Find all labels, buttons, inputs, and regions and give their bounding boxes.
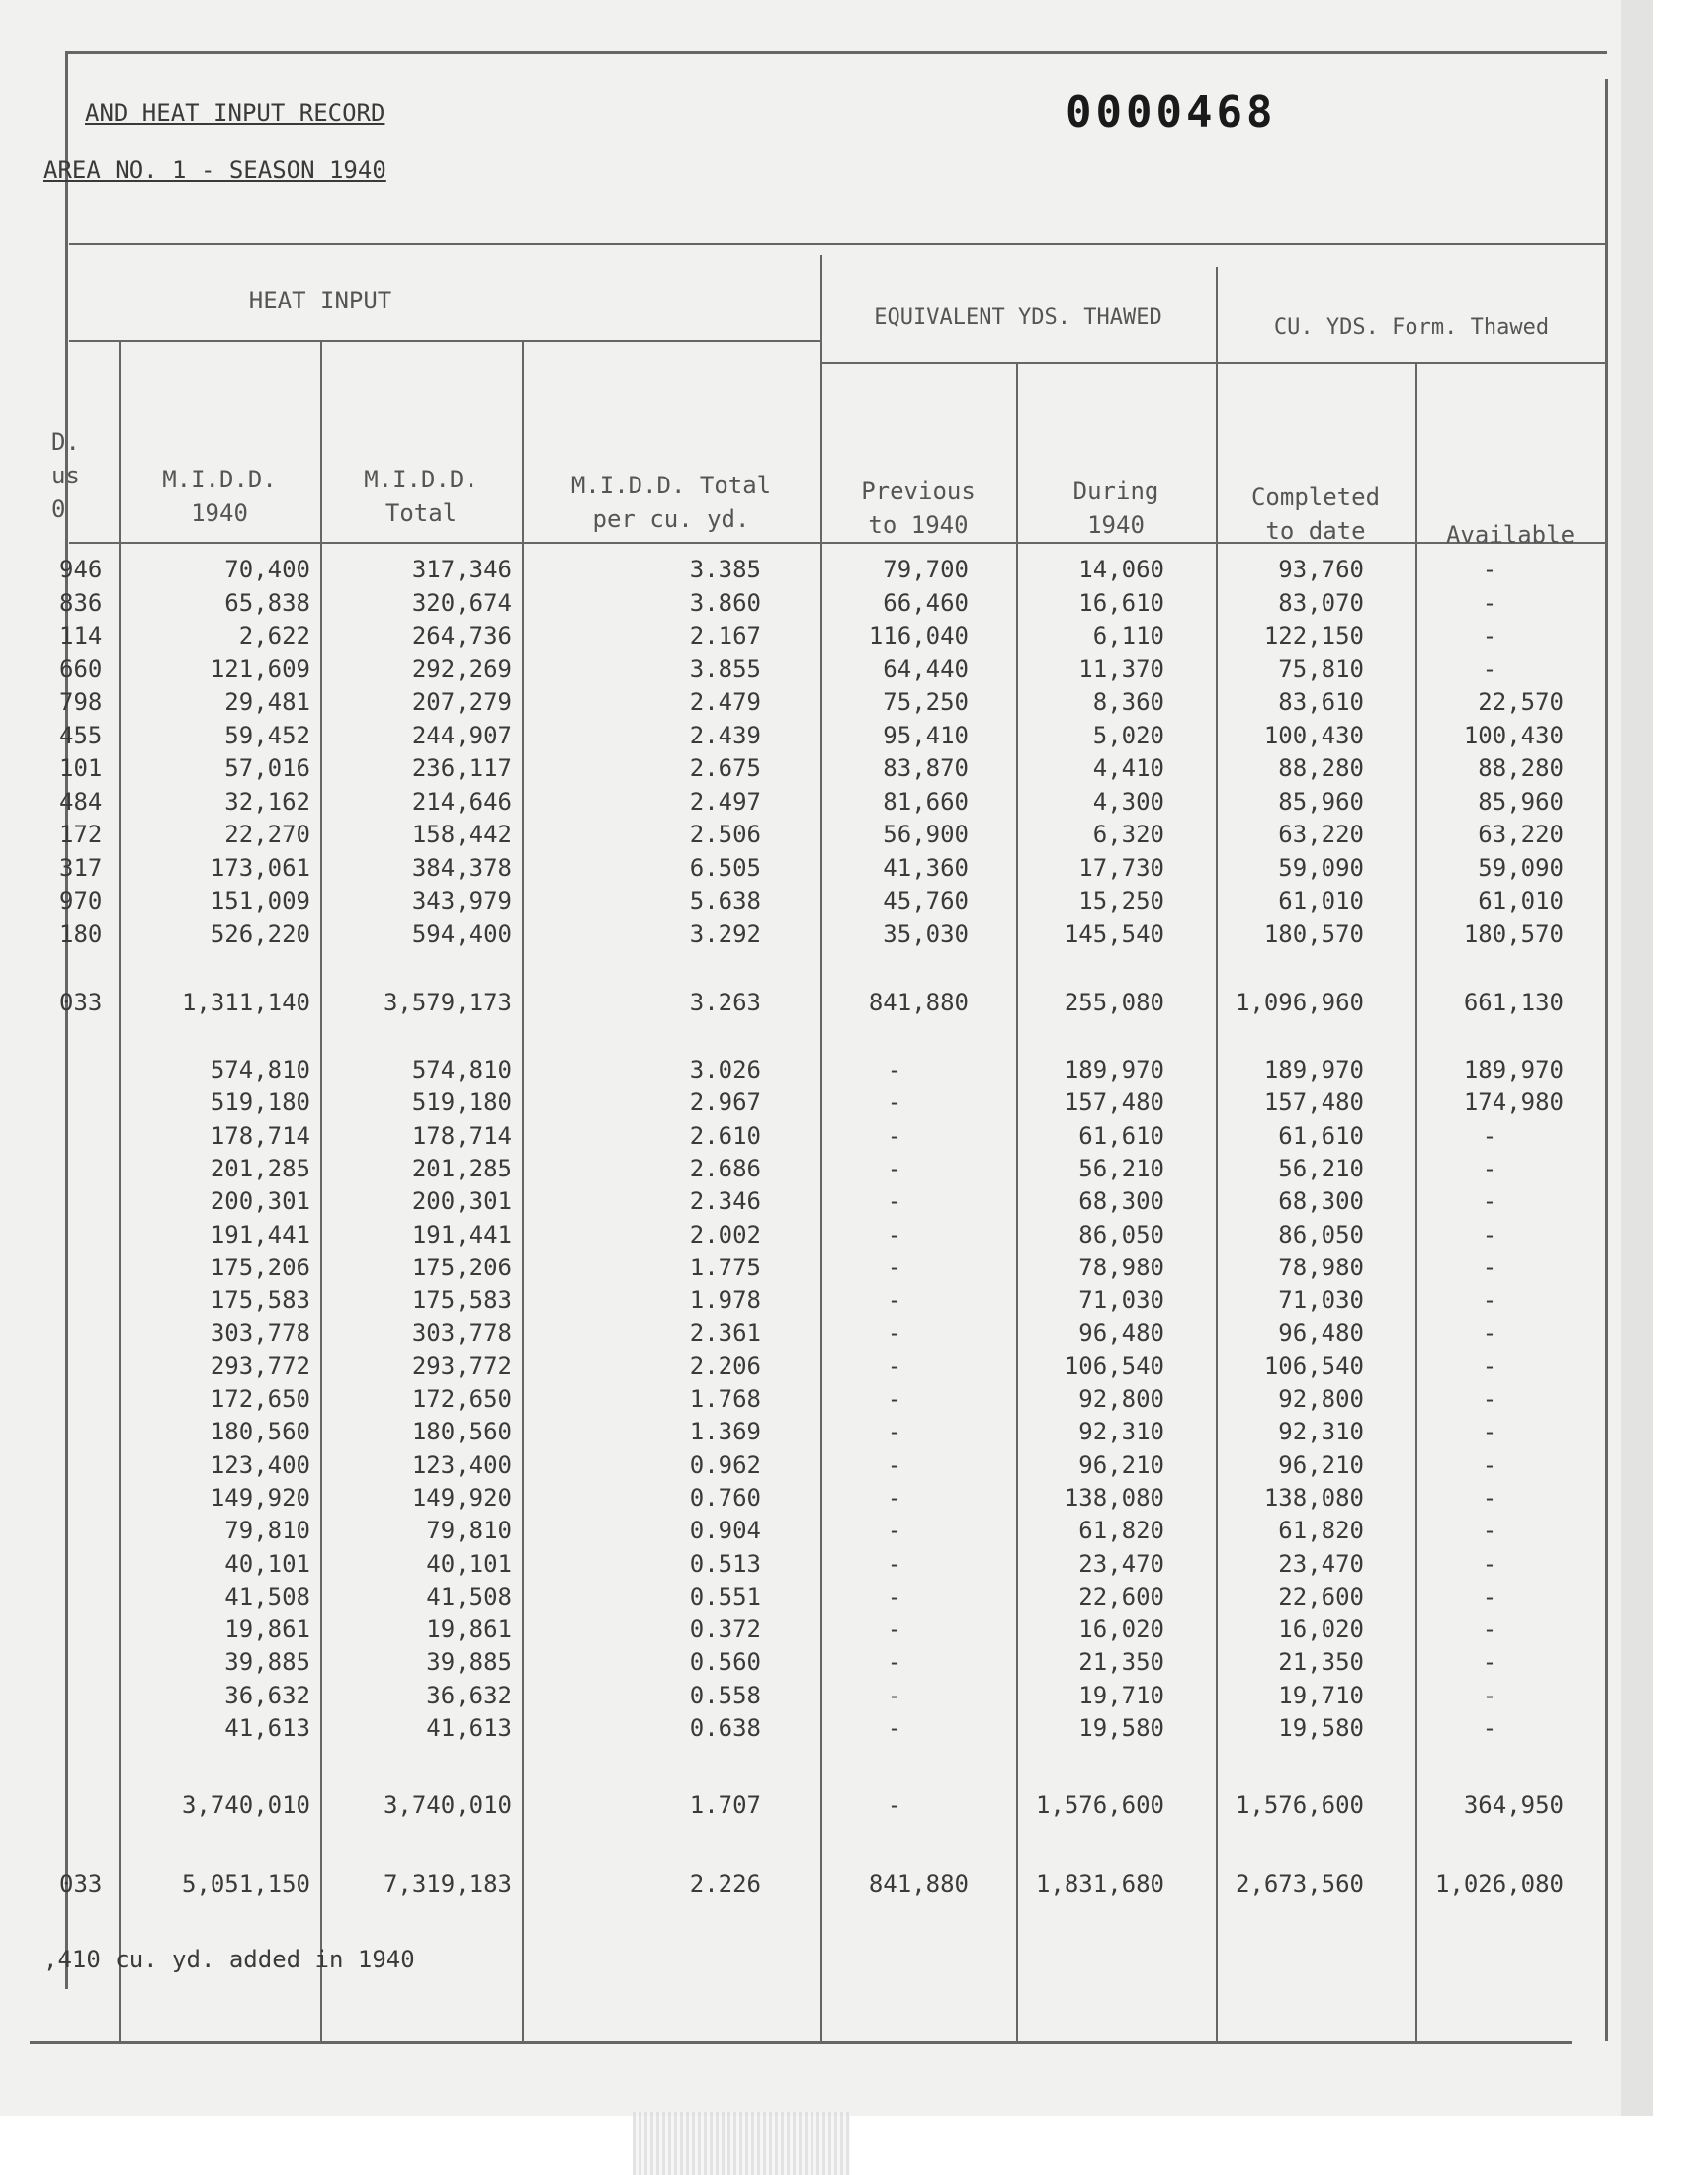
table-row-cell: 2.506 bbox=[689, 821, 761, 848]
table-row-cell: 149,920 bbox=[210, 1483, 310, 1512]
table-row-cell: 175,206 bbox=[210, 1253, 310, 1281]
table-row-cell: 85,960 bbox=[1278, 787, 1364, 816]
table-row-cell: 70,400 bbox=[224, 556, 310, 583]
table-row-cell: 96,480 bbox=[1078, 1319, 1164, 1348]
table-row-cell: 8,360 bbox=[1092, 688, 1164, 716]
table-row-cell: 798 bbox=[59, 688, 103, 716]
table-row-cell: 92,800 bbox=[1278, 1385, 1364, 1413]
table-row-cell: 40,101 bbox=[224, 1549, 310, 1578]
table-row-cell: 2.686 bbox=[689, 1154, 761, 1182]
table-row-cell: 172,650 bbox=[210, 1385, 310, 1413]
grand-total-row-cell: 5,051,150 bbox=[181, 1870, 310, 1898]
grand-total-row-cell: 7,319,183 bbox=[383, 1870, 512, 1898]
table-row-cell: 180,560 bbox=[210, 1418, 310, 1446]
grand-total-row-cell: 1,831,680 bbox=[1035, 1870, 1164, 1898]
table-row-cell: 946 bbox=[59, 556, 103, 583]
header-group-rule-right bbox=[820, 362, 1605, 364]
subtotal-row-cell: 3,579,173 bbox=[383, 989, 512, 1016]
table-row-cell: 0.513 bbox=[689, 1549, 761, 1578]
table-row-cell: - bbox=[887, 1056, 902, 1084]
table-row-cell: 75,810 bbox=[1278, 654, 1364, 683]
column-header-c3: M.I.D.D. Total per cu. yd. bbox=[570, 472, 772, 533]
table-row-cell: - bbox=[887, 1418, 902, 1446]
frame-left-line bbox=[65, 51, 68, 1989]
table-row-cell: 88,280 bbox=[1278, 754, 1364, 782]
table-row-cell: 79,810 bbox=[426, 1517, 512, 1545]
table-row-cell: 106,540 bbox=[1263, 1351, 1364, 1380]
table-row-cell: 2,622 bbox=[238, 622, 310, 650]
table-row-cell: 145,540 bbox=[1064, 919, 1164, 948]
table-row-cell: - bbox=[887, 1615, 902, 1644]
table-row-cell: 484 bbox=[59, 787, 103, 816]
table-row-cell: - bbox=[887, 1319, 902, 1348]
area-season-title: AREA NO. 1 - SEASON 1940 bbox=[43, 156, 386, 184]
table-row-cell: 19,580 bbox=[1278, 1714, 1364, 1742]
table-row-cell: 45,760 bbox=[883, 887, 969, 914]
table-row-cell: 96,210 bbox=[1078, 1450, 1164, 1479]
table-row-cell: 92,310 bbox=[1278, 1418, 1364, 1446]
table-row-cell: 22,600 bbox=[1278, 1582, 1364, 1610]
table-row-cell: 59,452 bbox=[224, 721, 310, 749]
subtotal-row-cell: 3,740,010 bbox=[181, 1791, 310, 1819]
column-header-c4: Previous to 1940 bbox=[861, 478, 976, 539]
table-row-cell: 75,250 bbox=[883, 688, 969, 716]
table-row-cell: 17,730 bbox=[1078, 853, 1164, 882]
table-row-cell: - bbox=[1482, 1385, 1497, 1413]
table-row-cell: 214,646 bbox=[411, 787, 512, 816]
table-row-cell: 123,400 bbox=[210, 1450, 310, 1479]
table-row-cell: 0.962 bbox=[689, 1450, 761, 1479]
table-row-cell: - bbox=[887, 1517, 902, 1545]
grand-total-row-cell: 2.226 bbox=[689, 1870, 761, 1898]
table-row-cell: 574,810 bbox=[210, 1056, 310, 1084]
table-row-cell: 41,613 bbox=[224, 1714, 310, 1742]
group-header-equivalent: EQUIVALENT YDS. THAWED bbox=[874, 305, 1162, 330]
table-row-cell: - bbox=[887, 1121, 902, 1150]
table-row-cell: 201,285 bbox=[411, 1154, 512, 1182]
table-row-cell: 85,960 bbox=[1478, 787, 1564, 816]
table-row-cell: 244,907 bbox=[411, 721, 512, 749]
group-header-heat-input: HEAT INPUT bbox=[248, 287, 392, 314]
table-row-cell: 92,310 bbox=[1078, 1418, 1164, 1446]
table-row-cell: 106,540 bbox=[1064, 1351, 1164, 1380]
table-row-cell: 15,250 bbox=[1078, 887, 1164, 914]
column-header-c0: D. us 0 bbox=[51, 428, 80, 523]
table-row-cell: 59,090 bbox=[1478, 853, 1564, 882]
table-row-cell: 23,470 bbox=[1278, 1549, 1364, 1578]
table-row-cell: - bbox=[1482, 1121, 1497, 1150]
table-row-cell: 78,980 bbox=[1278, 1253, 1364, 1281]
table-row-cell: 149,920 bbox=[411, 1483, 512, 1512]
table-row-cell: 180,570 bbox=[1263, 919, 1364, 948]
table-row-cell: - bbox=[887, 1582, 902, 1610]
table-row-cell: - bbox=[1482, 1615, 1497, 1644]
table-row-cell: - bbox=[887, 1253, 902, 1281]
table-row-cell: 519,180 bbox=[411, 1088, 512, 1117]
table-row-cell: 71,030 bbox=[1078, 1286, 1164, 1315]
table-row-cell: 175,583 bbox=[210, 1286, 310, 1315]
table-row-cell: 6,110 bbox=[1092, 622, 1164, 650]
table-row-cell: - bbox=[1482, 588, 1497, 617]
group-header-cu-yds: CU. YDS. Form. Thawed bbox=[1273, 315, 1550, 340]
table-row-cell: 78,980 bbox=[1078, 1253, 1164, 1281]
table-row-cell: 175,206 bbox=[411, 1253, 512, 1281]
table-row-cell: 65,838 bbox=[224, 588, 310, 617]
table-row-cell: 151,009 bbox=[210, 887, 310, 914]
frame-bottom-line bbox=[30, 2041, 1572, 2044]
table-row-cell: - bbox=[887, 1648, 902, 1677]
table-row-cell: 23,470 bbox=[1078, 1549, 1164, 1578]
table-row-cell: 71,030 bbox=[1278, 1286, 1364, 1315]
table-row-cell: 0.560 bbox=[689, 1648, 761, 1677]
table-row-cell: 343,979 bbox=[411, 887, 512, 914]
table-row-cell: 6.505 bbox=[689, 853, 761, 882]
table-row-cell: 114 bbox=[59, 622, 103, 650]
table-row-cell: 63,220 bbox=[1278, 821, 1364, 848]
table-row-cell: - bbox=[1482, 1351, 1497, 1380]
table-row-cell: 200,301 bbox=[210, 1187, 310, 1216]
table-row-cell: 100,430 bbox=[1463, 721, 1564, 749]
grand-total-row-cell: 1,026,080 bbox=[1434, 1870, 1564, 1898]
table-row-cell: 63,220 bbox=[1478, 821, 1564, 848]
table-row-cell: 1.978 bbox=[689, 1286, 761, 1315]
table-row-cell: 41,360 bbox=[883, 853, 969, 882]
table-row-cell: 3.385 bbox=[689, 556, 761, 583]
column-header-c6: Completed to date bbox=[1250, 483, 1381, 545]
table-row-cell: 16,020 bbox=[1078, 1615, 1164, 1644]
table-row-cell: 0.904 bbox=[689, 1517, 761, 1545]
table-row-cell: 526,220 bbox=[210, 919, 310, 948]
table-row-cell: 61,610 bbox=[1278, 1121, 1364, 1150]
table-row-cell: 6,320 bbox=[1092, 821, 1164, 848]
table-row-cell: 35,030 bbox=[883, 919, 969, 948]
table-row-cell: 2.967 bbox=[689, 1088, 761, 1117]
subtotal-row-cell: 033 bbox=[59, 989, 103, 1016]
table-row-cell: 317 bbox=[59, 853, 103, 882]
table-row-cell: 4,300 bbox=[1092, 787, 1164, 816]
table-row-cell: - bbox=[1482, 1517, 1497, 1545]
table-row-cell: 56,210 bbox=[1278, 1154, 1364, 1182]
table-row-cell: - bbox=[887, 1220, 902, 1249]
table-row-cell: 57,016 bbox=[224, 754, 310, 782]
table-row-cell: - bbox=[887, 1385, 902, 1413]
table-row-cell: 158,442 bbox=[411, 821, 512, 848]
table-row-cell: 157,480 bbox=[1064, 1088, 1164, 1117]
table-row-cell: - bbox=[887, 1483, 902, 1512]
table-row-cell: 175,583 bbox=[411, 1286, 512, 1315]
subtotal-row-cell: 3.263 bbox=[689, 989, 761, 1016]
table-row-cell: - bbox=[1482, 1483, 1497, 1512]
column-header-c7: Available bbox=[1445, 521, 1576, 549]
table-row-cell: 264,736 bbox=[411, 622, 512, 650]
table-row-cell: 116,040 bbox=[868, 622, 969, 650]
table-row-cell: 2.206 bbox=[689, 1351, 761, 1380]
footnote: ,410 cu. yd. added in 1940 bbox=[43, 1946, 415, 1973]
table-row-cell: 61,610 bbox=[1078, 1121, 1164, 1150]
table-row-cell: 96,480 bbox=[1278, 1319, 1364, 1348]
table-row-cell: 19,861 bbox=[224, 1615, 310, 1644]
subtotal-row-cell: - bbox=[887, 1791, 902, 1819]
table-row-cell: 0.760 bbox=[689, 1483, 761, 1512]
table-row-cell: 29,481 bbox=[224, 688, 310, 716]
table-row-cell: 56,210 bbox=[1078, 1154, 1164, 1182]
table-row-cell: 79,810 bbox=[224, 1517, 310, 1545]
table-row-cell: - bbox=[1482, 1418, 1497, 1446]
table-row-cell: 68,300 bbox=[1278, 1187, 1364, 1216]
table-row-cell: 2.497 bbox=[689, 787, 761, 816]
column-header-c2: M.I.D.D. Total bbox=[364, 466, 478, 527]
frame-right-line bbox=[1605, 79, 1608, 2041]
table-row-cell: 180,560 bbox=[411, 1418, 512, 1446]
subtotal-row-cell: 1.707 bbox=[689, 1791, 761, 1819]
table-row-cell: 3.292 bbox=[689, 919, 761, 948]
table-row-cell: - bbox=[1482, 1187, 1497, 1216]
header-top-rule bbox=[69, 243, 1605, 245]
table-row-cell: 0.372 bbox=[689, 1615, 761, 1644]
table-row-cell: 174,980 bbox=[1463, 1088, 1564, 1117]
table-row-cell: 16,610 bbox=[1078, 588, 1164, 617]
table-row-cell: - bbox=[1482, 1549, 1497, 1578]
table-row-cell: 178,714 bbox=[210, 1121, 310, 1150]
grand-total-row-cell: 841,880 bbox=[868, 1870, 969, 1898]
table-row-cell: 207,279 bbox=[411, 688, 512, 716]
table-row-cell: 41,508 bbox=[224, 1582, 310, 1610]
table-row-cell: - bbox=[1482, 1648, 1497, 1677]
table-row-cell: 95,410 bbox=[883, 721, 969, 749]
table-row-cell: 191,441 bbox=[210, 1220, 310, 1249]
table-row-cell: - bbox=[887, 1187, 902, 1216]
table-row-cell: - bbox=[887, 1286, 902, 1315]
table-row-cell: 200,301 bbox=[411, 1187, 512, 1216]
table-row-cell: - bbox=[887, 1714, 902, 1742]
table-row-cell: 86,050 bbox=[1078, 1220, 1164, 1249]
table-row-cell: 86,050 bbox=[1278, 1220, 1364, 1249]
table-row-cell: 303,778 bbox=[210, 1319, 310, 1348]
table-row-cell: 92,800 bbox=[1078, 1385, 1164, 1413]
table-row-cell: 61,820 bbox=[1278, 1517, 1364, 1545]
table-row-cell: 68,300 bbox=[1078, 1187, 1164, 1216]
table-row-cell: 100,430 bbox=[1263, 721, 1364, 749]
table-row-cell: 39,885 bbox=[426, 1648, 512, 1677]
table-row-cell: 0.638 bbox=[689, 1714, 761, 1742]
table-row-cell: 19,710 bbox=[1278, 1681, 1364, 1709]
table-row-cell: 2.439 bbox=[689, 721, 761, 749]
table-row-cell: 173,061 bbox=[210, 853, 310, 882]
table-row-cell: 19,710 bbox=[1078, 1681, 1164, 1709]
table-row-cell: 93,760 bbox=[1278, 556, 1364, 583]
table-row-cell: 11,370 bbox=[1078, 654, 1164, 683]
table-row-cell: 180,570 bbox=[1463, 919, 1564, 948]
table-row-cell: 157,480 bbox=[1263, 1088, 1364, 1117]
table-row-cell: 14,060 bbox=[1078, 556, 1164, 583]
table-row-cell: - bbox=[1482, 1286, 1497, 1315]
table-row-cell: 138,080 bbox=[1064, 1483, 1164, 1512]
table-row-cell: 201,285 bbox=[210, 1154, 310, 1182]
table-row-cell: 88,280 bbox=[1478, 754, 1564, 782]
table-row-cell: 19,861 bbox=[426, 1615, 512, 1644]
table-row-cell: - bbox=[887, 1088, 902, 1117]
table-row-cell: 123,400 bbox=[411, 1450, 512, 1479]
subtotal-row-cell: 661,130 bbox=[1463, 989, 1564, 1016]
table-row-cell: - bbox=[1482, 1714, 1497, 1742]
table-row-cell: - bbox=[887, 1351, 902, 1380]
subtotal-row-cell: 3,740,010 bbox=[383, 1791, 512, 1819]
page-edge-shadow bbox=[1621, 0, 1653, 2116]
table-row-cell: 56,900 bbox=[883, 821, 969, 848]
table-row-cell: 0.551 bbox=[689, 1582, 761, 1610]
table-row-cell: 2.479 bbox=[689, 688, 761, 716]
table-row-cell: 61,010 bbox=[1278, 887, 1364, 914]
header-group-rule-left bbox=[69, 340, 820, 342]
table-row-cell: 2.361 bbox=[689, 1319, 761, 1348]
table-row-cell: 172,650 bbox=[411, 1385, 512, 1413]
table-row-cell: 4,410 bbox=[1092, 754, 1164, 782]
table-row-cell: 2.346 bbox=[689, 1187, 761, 1216]
table-row-cell: 317,346 bbox=[411, 556, 512, 583]
table-row-cell: 172 bbox=[59, 821, 103, 848]
table-row-cell: 320,674 bbox=[411, 588, 512, 617]
table-row-cell: 189,970 bbox=[1463, 1056, 1564, 1084]
subtotal-row-cell: 1,096,960 bbox=[1235, 989, 1364, 1016]
table-row-cell: 61,820 bbox=[1078, 1517, 1164, 1545]
table-row-cell: 660 bbox=[59, 654, 103, 683]
table-row-cell: 1.775 bbox=[689, 1253, 761, 1281]
table-row-cell: 61,010 bbox=[1478, 887, 1564, 914]
table-row-cell: 83,870 bbox=[883, 754, 969, 782]
table-row-cell: 39,885 bbox=[224, 1648, 310, 1677]
table-row-cell: - bbox=[887, 1549, 902, 1578]
table-row-cell: - bbox=[1482, 556, 1497, 583]
grand-total-row-cell: 033 bbox=[59, 1870, 103, 1898]
table-row-cell: - bbox=[1482, 1319, 1497, 1348]
table-row-cell: 0.558 bbox=[689, 1681, 761, 1709]
subtotal-row-cell: 841,880 bbox=[868, 989, 969, 1016]
table-row-cell: 83,070 bbox=[1278, 588, 1364, 617]
table-row-cell: 64,440 bbox=[883, 654, 969, 683]
subtotal-row-cell: 1,576,600 bbox=[1035, 1791, 1164, 1819]
table-row-cell: 3.855 bbox=[689, 654, 761, 683]
table-row-cell: 5.638 bbox=[689, 887, 761, 914]
table-row-cell: 96,210 bbox=[1278, 1450, 1364, 1479]
table-row-cell: 19,580 bbox=[1078, 1714, 1164, 1742]
table-row-cell: 66,460 bbox=[883, 588, 969, 617]
table-row-cell: 138,080 bbox=[1263, 1483, 1364, 1512]
subtotal-row-cell: 364,950 bbox=[1463, 1791, 1564, 1819]
table-row-cell: 22,600 bbox=[1078, 1582, 1164, 1610]
document-number: 0000468 bbox=[1066, 87, 1277, 137]
grand-total-row-cell: 2,673,560 bbox=[1235, 1870, 1364, 1898]
table-row-cell: 83,610 bbox=[1278, 688, 1364, 716]
table-row-cell: 292,269 bbox=[411, 654, 512, 683]
table-row-cell: 970 bbox=[59, 887, 103, 914]
table-row-cell: 574,810 bbox=[411, 1056, 512, 1084]
table-row-cell: 81,660 bbox=[883, 787, 969, 816]
frame-top-line bbox=[65, 51, 1607, 54]
table-row-cell: 16,020 bbox=[1278, 1615, 1364, 1644]
table-row-cell: 836 bbox=[59, 588, 103, 617]
table-row-cell: - bbox=[1482, 1220, 1497, 1249]
subtotal-row-cell: 1,576,600 bbox=[1235, 1791, 1364, 1819]
table-row-cell: 191,441 bbox=[411, 1220, 512, 1249]
table-row-cell: 59,090 bbox=[1278, 853, 1364, 882]
table-row-cell: - bbox=[1482, 1154, 1497, 1182]
scan-artifact bbox=[633, 2112, 850, 2175]
table-row-cell: 293,772 bbox=[411, 1351, 512, 1380]
table-row-cell: 22,270 bbox=[224, 821, 310, 848]
table-row-cell: 41,508 bbox=[426, 1582, 512, 1610]
table-row-cell: 40,101 bbox=[426, 1549, 512, 1578]
table-row-cell: 189,970 bbox=[1064, 1056, 1164, 1084]
table-row-cell: - bbox=[1482, 1582, 1497, 1610]
table-row-cell: 519,180 bbox=[210, 1088, 310, 1117]
table-row-cell: 21,350 bbox=[1278, 1648, 1364, 1677]
table-row-cell: 594,400 bbox=[411, 919, 512, 948]
table-row-cell: 32,162 bbox=[224, 787, 310, 816]
table-row-cell: 101 bbox=[59, 754, 103, 782]
table-row-cell: 121,609 bbox=[210, 654, 310, 683]
table-row-cell: 1.369 bbox=[689, 1418, 761, 1446]
table-row-cell: - bbox=[1482, 1681, 1497, 1709]
table-row-cell: 2.002 bbox=[689, 1220, 761, 1249]
table-row-cell: 36,632 bbox=[224, 1681, 310, 1709]
column-header-c1: M.I.D.D. 1940 bbox=[162, 466, 277, 527]
table-row-cell: 2.167 bbox=[689, 622, 761, 650]
table-row-cell: 384,378 bbox=[411, 853, 512, 882]
table-row-cell: 5,020 bbox=[1092, 721, 1164, 749]
table-row-cell: 303,778 bbox=[411, 1319, 512, 1348]
table-row-cell: 236,117 bbox=[411, 754, 512, 782]
table-row-cell: 79,700 bbox=[883, 556, 969, 583]
table-row-cell: 21,350 bbox=[1078, 1648, 1164, 1677]
table-row-cell: 122,150 bbox=[1263, 622, 1364, 650]
table-row-cell: - bbox=[887, 1681, 902, 1709]
table-row-cell: 22,570 bbox=[1478, 688, 1564, 716]
table-row-cell: - bbox=[1482, 1253, 1497, 1281]
table-row-cell: - bbox=[1482, 622, 1497, 650]
table-row-cell: 3.026 bbox=[689, 1056, 761, 1084]
table-row-cell: 180 bbox=[59, 919, 103, 948]
column-header-c5: During 1940 bbox=[1072, 478, 1159, 539]
table-row-cell: 36,632 bbox=[426, 1681, 512, 1709]
table-row-cell: 3.860 bbox=[689, 588, 761, 617]
table-row-cell: 293,772 bbox=[210, 1351, 310, 1380]
table-row-cell: 178,714 bbox=[411, 1121, 512, 1150]
table-row-cell: 41,613 bbox=[426, 1714, 512, 1742]
table-row-cell: 2.675 bbox=[689, 754, 761, 782]
table-row-cell: 455 bbox=[59, 721, 103, 749]
table-row-cell: - bbox=[1482, 1450, 1497, 1479]
table-row-cell: - bbox=[887, 1450, 902, 1479]
record-title: AND HEAT INPUT RECORD bbox=[85, 99, 385, 127]
table-row-cell: - bbox=[887, 1154, 902, 1182]
table-row-cell: 1.768 bbox=[689, 1385, 761, 1413]
table-row-cell: - bbox=[1482, 654, 1497, 683]
table-row-cell: 2.610 bbox=[689, 1121, 761, 1150]
subtotal-row-cell: 1,311,140 bbox=[181, 989, 310, 1016]
subtotal-row-cell: 255,080 bbox=[1064, 989, 1164, 1016]
table-row-cell: 189,970 bbox=[1263, 1056, 1364, 1084]
